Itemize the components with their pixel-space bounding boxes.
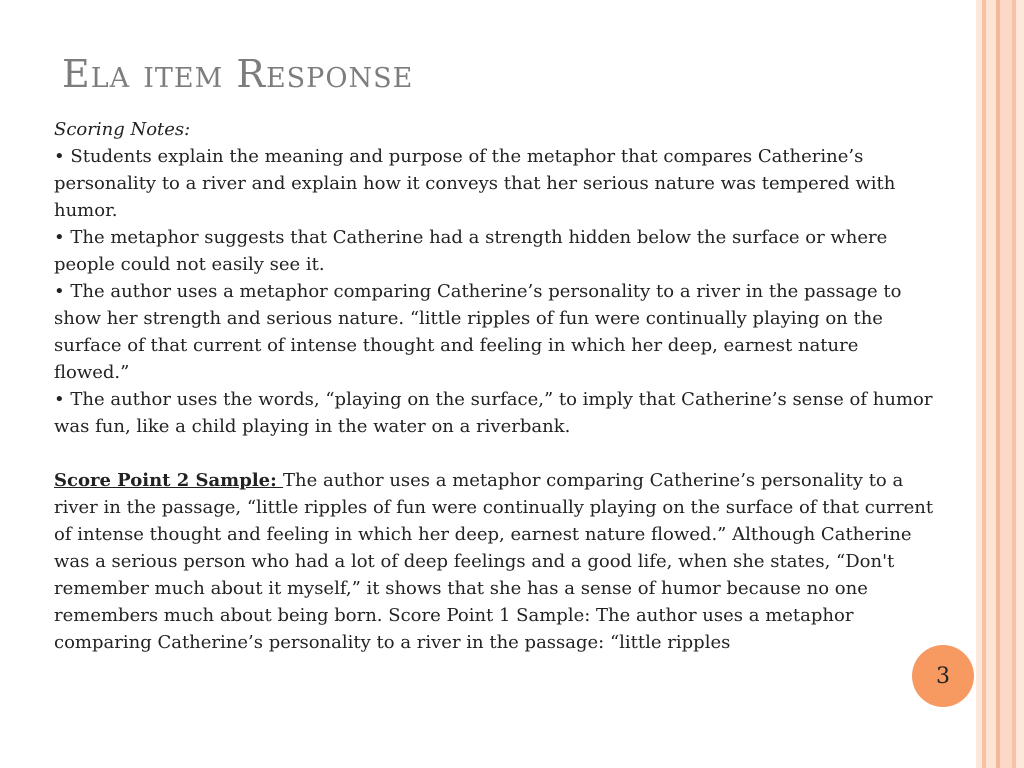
bullet-item [54, 278, 934, 386]
bullet-text: Students explain the meaning and purpose of the metaphor that compares Catherine’s personality to a river and explain how it conveys that her serious nature was tempered with humor. [54, 146, 896, 221]
score-sample-paragraph [54, 467, 934, 656]
bullet-text: The author uses a metaphor comparing Catherine’s personality to a river in the passage to show her strength and serious nature. “little ripples of fun were continually playing on the surface of that current of intense thought and feeling in which her deep, earnest nature flowed.” [54, 281, 902, 383]
bullet-text: The author uses the words, “playing on the surface,” to imply that Catherine’s sense of humor was fun, like a child playing in the water on a riverbank. [54, 389, 933, 437]
bullet-item [54, 143, 934, 224]
scoring-notes-label: Scoring Notes: [54, 119, 191, 140]
score-sample-text: The author uses a metaphor comparing Catherine’s personality to a river in the passage, “little ripples of fun were continually playing on the surface of that current of intense thought and feeling in which her deep, earnest nature flowed.” Although Catherine was a serious person who had a lot of deep feelings and a good life, when she states, “Don't remember much about it myself,” it shows that she has a sense of humor because no one remembers much about being born. Score Point 1 Sample: The author uses a metaphor comparing Catherine’s personality to a river in the passage: “little ripples [54, 470, 934, 653]
stripe-5 [1000, 0, 1012, 768]
bullet-text: The metaphor suggests that Catherine had a strength hidden below the surface or where people could not easily see it. [54, 227, 888, 275]
spacer [54, 440, 934, 467]
bullet-icon: • [54, 146, 65, 167]
page-number: 3 [936, 663, 950, 689]
bullet-icon: • [54, 227, 65, 248]
slide-body [54, 116, 934, 656]
page-number-badge [912, 645, 974, 707]
decorative-stripes [976, 0, 1024, 768]
stripe-7 [1016, 0, 1024, 768]
stripe-3 [986, 0, 996, 768]
bullet-item [54, 386, 934, 440]
bullet-item [54, 224, 934, 278]
bullet-icon: • [54, 281, 65, 302]
score-point-2-label: Score Point 2 Sample: [54, 470, 284, 491]
bullet-icon: • [54, 389, 65, 410]
slide-title: Ela item Response [62, 52, 414, 96]
